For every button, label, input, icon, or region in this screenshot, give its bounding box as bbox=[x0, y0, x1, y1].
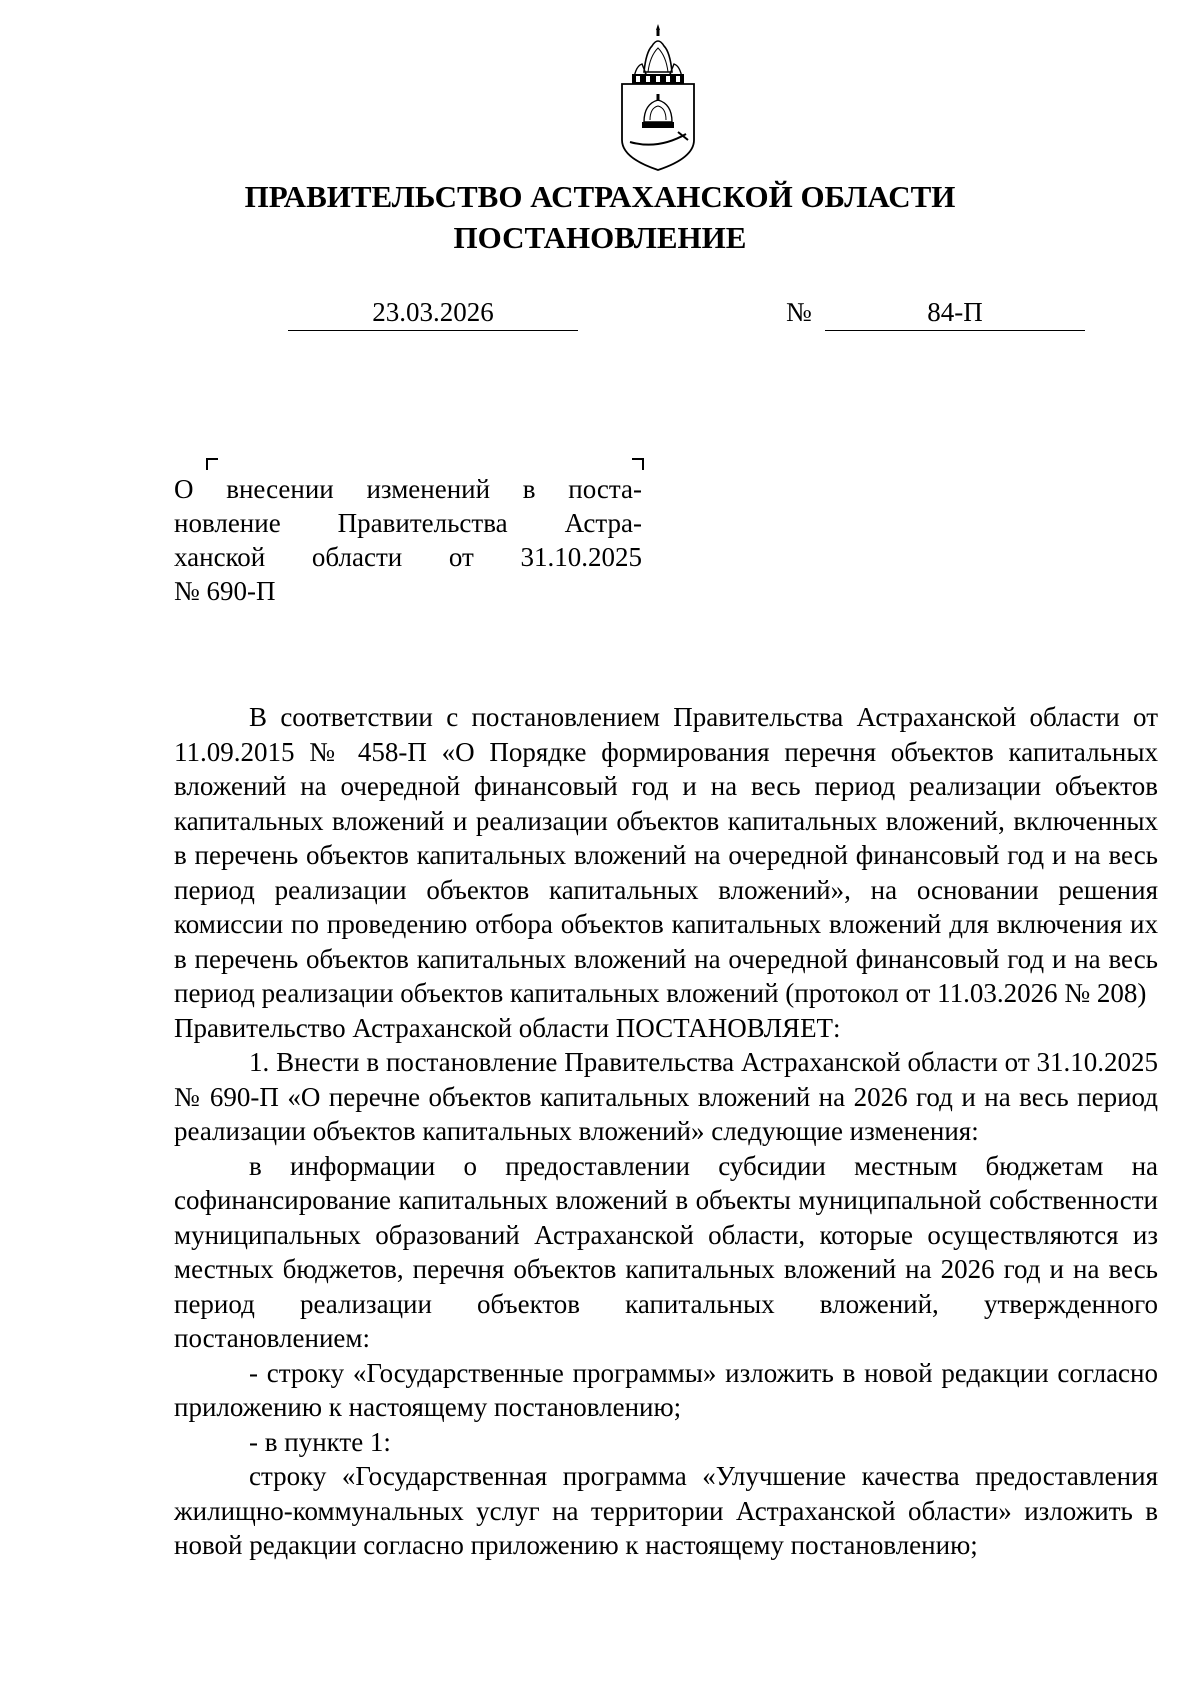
item-1-paragraph: 1. Внести в постановление Правительства Астраханской области от 31.10.2025 № 690-П «О перечне объектов капитальных вложений на 2026 год и на весь период реализации объектов капитальных вложений» следующие изменения: bbox=[174, 1047, 1158, 1146]
subject-line: О внесении изменений в поста- bbox=[174, 474, 642, 504]
subject-line: ханской области от 31.10.2025 bbox=[174, 542, 642, 572]
preamble-paragraph: В соответствии с постановлением Правительства Астраханской области от 11.09.2015 № 458-П «О Порядке формирования перечня объектов капитальных вложений на очередной финансовый год и на весь период реализации объектов капитальных вложений и реализации объектов капитальных вложений, включенных в перечень объектов капитальных вложений на очередной финансовый год и на весь период реализации объектов капитальных вложений», на основании решения комиссии по проведению отбора объектов капитальных вложений для включения их в перечень объектов капитальных вложений на очередной финансовый год и на весь период реализации объектов капитальных вложений (протокол от 11.03.2026 № 208) bbox=[174, 702, 1158, 1008]
point-1-paragraph: - в пункте 1: bbox=[249, 1426, 391, 1457]
subject-line: № 690-П bbox=[174, 576, 276, 606]
number-sign: № bbox=[786, 297, 812, 327]
document-date: 23.03.2026 bbox=[372, 297, 494, 327]
subject-line: новление Правительства Астра- bbox=[174, 508, 642, 538]
subject-corner-right bbox=[632, 458, 644, 470]
document-type: ПОСТАНОВЛЕНИЕ bbox=[453, 220, 747, 255]
government-title: ПРАВИТЕЛЬСТВО АСТРАХАНСКОЙ ОБЛАСТИ bbox=[244, 179, 956, 214]
programs-line-paragraph: - строку «Государственные программы» изложить в новой редакции согласно приложению к настоящему постановлению; bbox=[174, 1357, 1158, 1422]
document-number: 84-П bbox=[927, 297, 983, 327]
document-subject bbox=[174, 472, 642, 608]
subsidy-info-paragraph: в информации о предоставлении субсидии местным бюджетам на софинансирование капитальных вложений в объекты муниципальной собственности муниципальных образований Астраханской области, которые осуществляются из местных бюджетов, перечня объектов капитальных вложений на 2026 год и на весь период реализации объектов капитальных вложений, утвержденного постановлением: bbox=[174, 1150, 1158, 1353]
coat-of-arms-emblem bbox=[616, 22, 700, 172]
subject-corner-left bbox=[206, 458, 218, 470]
resolution-clause: Правительство Астраханской области ПОСТАНОВЛЯЕТ: bbox=[174, 1012, 841, 1043]
document-body bbox=[174, 700, 1158, 1563]
housing-program-paragraph: строку «Государственная программа «Улучшение качества предоставления жилищно-коммунальных услуг на территории Астраханской области» изложить в новой редакции согласно приложению к настоящему постановлению; bbox=[174, 1461, 1158, 1560]
